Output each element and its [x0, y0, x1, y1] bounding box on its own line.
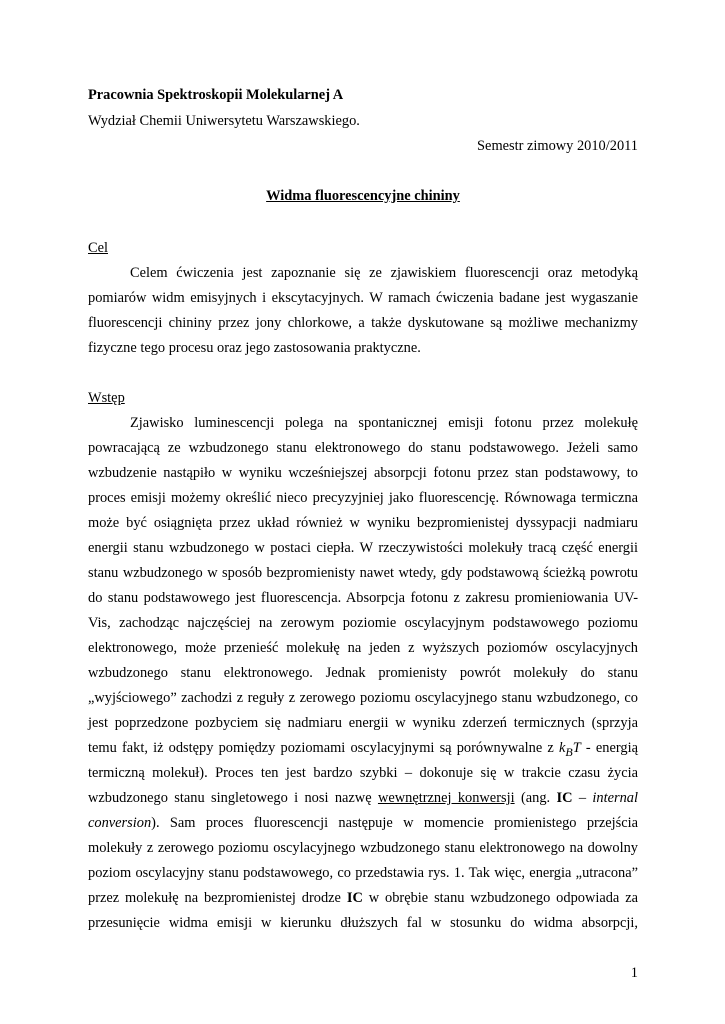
cel-line-1: Celem ćwiczenia jest zapoznanie się ze zjawiskiem fluorescencji oraz metodyką — [130, 265, 638, 281]
title-text: Widma fluorescencyjne chininy — [266, 188, 460, 204]
wstep-line-18: molekuły z zerowego poziomu oscylacyjnego wzbudzonego stanu elektronowego na dowolny — [88, 840, 638, 856]
semester: Semestr zimowy 2010/2011 — [477, 138, 638, 154]
wstep-line-12: „wyjściowego” zachodzi z reguły z zerowego poziomu oscylacyjnego stanu wzbudzonego, co — [88, 690, 638, 706]
wstep-line-1: Zjawisko luminescencji polega na spontanicznej emisji fotonu przez molekułę — [130, 415, 638, 431]
section-heading-wstep — [88, 389, 638, 407]
wstep-line-15: termiczną molekuł). Proces ten jest bardzo szybki – dokonuje się w trakcie czasu życia — [88, 765, 638, 781]
wstep-line-13: jest poprzedzone pozbyciem się nadmiaru energii w wyniku zderzeń termicznych (sprzyja — [88, 715, 638, 731]
wstep-line-16 — [88, 789, 638, 807]
cel-heading-text: Cel — [88, 240, 108, 256]
wstep-line-19: poziom oscylacyjny stanu podstawowego, co przedstawia rys. 1. Tak więc, energia „utracona” — [88, 865, 638, 881]
page-number: 1 — [630, 965, 638, 981]
line14-end: - energią — [580, 740, 638, 756]
line20-end: w obrębie stanu wzbudzonego odpowiada za — [362, 890, 638, 906]
kb-symbol: k — [559, 740, 566, 756]
internal-italic: internal — [592, 790, 638, 806]
conversion-italic: conversion — [88, 815, 152, 831]
wstep-line-14 — [88, 739, 638, 761]
internal-conversion-term: wewnętrznej konwersji — [377, 790, 515, 806]
wstep-heading-text: Wstęp — [88, 390, 125, 406]
wstep-line-21: przesunięcie widma emisji w kierunku dłuższych fal w stosunku do widma absorpcji, — [88, 915, 638, 931]
t-symbol: T — [572, 740, 581, 756]
line14-text: temu fakt, iż odstępy pomiędzy poziomami oscylacyjnymi są porównywalne z — [88, 740, 559, 756]
cel-line-4: fizyczne tego procesu oraz jego zastosowania praktyczne. — [88, 340, 421, 356]
wstep-line-8: do stanu podstawowego jest fluorescencja. Absorpcja fotonu z zakresu promieniowania UV- — [88, 590, 638, 606]
wstep-line-9: Vis, zachodząc najczęściej na zerowym poziomie oscylacyjnym podstawowego poziomu — [88, 615, 638, 631]
wstep-line-11: wzbudzonego stanu elektronowego. Jednak promienisty powrót molekuły do stanu — [88, 665, 638, 681]
line16-dash: – — [572, 790, 593, 806]
section-heading-cel — [88, 239, 638, 257]
cel-line-3: fluorescencji chininy przez jony chlorkowe, a także dyskutowane są możliwe mechanizmy — [88, 315, 638, 331]
line16-text: wzbudzonego stanu singletowego i nosi nazwę — [88, 790, 378, 806]
wstep-line-17 — [88, 814, 638, 832]
cel-line-2: pomiarów widm emisyjnych i ekscytacyjnych. W ramach ćwiczenia badane jest wygaszanie — [88, 290, 638, 306]
wstep-line-20 — [88, 889, 638, 907]
wstep-line-2: powracającą ze wzbudzonego stanu elektronowego do stanu podstawowego. Jeżeli samo — [88, 440, 638, 456]
line16-mid: (ang. — [514, 790, 557, 806]
wstep-line-4: proces emisji możemy określić nieco precyzyjniej jako fluorescencję. Równowaga termiczna — [88, 490, 638, 506]
line17-text: ). Sam proces fluorescencji następuje w momencie promienistego przejścia — [151, 815, 638, 831]
ic-abbrev-2: IC — [346, 890, 363, 906]
ic-abbrev: IC — [556, 790, 573, 806]
document-title — [88, 187, 638, 205]
wstep-line-7: stanu wzbudzonego w sposób bezpromienisty nawet wtedy, gdy podstawową ścieżką powrotu — [88, 565, 638, 581]
line20-text: przez molekułę na bezpromienistej drodze — [88, 890, 347, 906]
faculty-name: Wydział Chemii Uniwersytetu Warszawskiego. — [88, 113, 360, 129]
lab-name: Pracownia Spektroskopii Molekularnej A — [88, 87, 344, 103]
wstep-line-5: może być osiągnięta przez układ również w wyniku bezpromienistej dyssypacji nadmiaru — [88, 515, 638, 531]
wstep-line-10: elektronowego, może przenieść molekułę na jeden z wyższych poziomów oscylacyjnych — [88, 640, 638, 656]
wstep-line-6: energii stanu wzbudzonego w postaci ciepła. W rzeczywistości molekuły tracą część energii — [88, 540, 638, 556]
kb-subscript: B — [565, 744, 573, 759]
wstep-line-3: wzbudzenie nastąpiło w wyniku wcześniejszej absorpcji fotonu przez stan podstawowy, to — [88, 465, 638, 481]
